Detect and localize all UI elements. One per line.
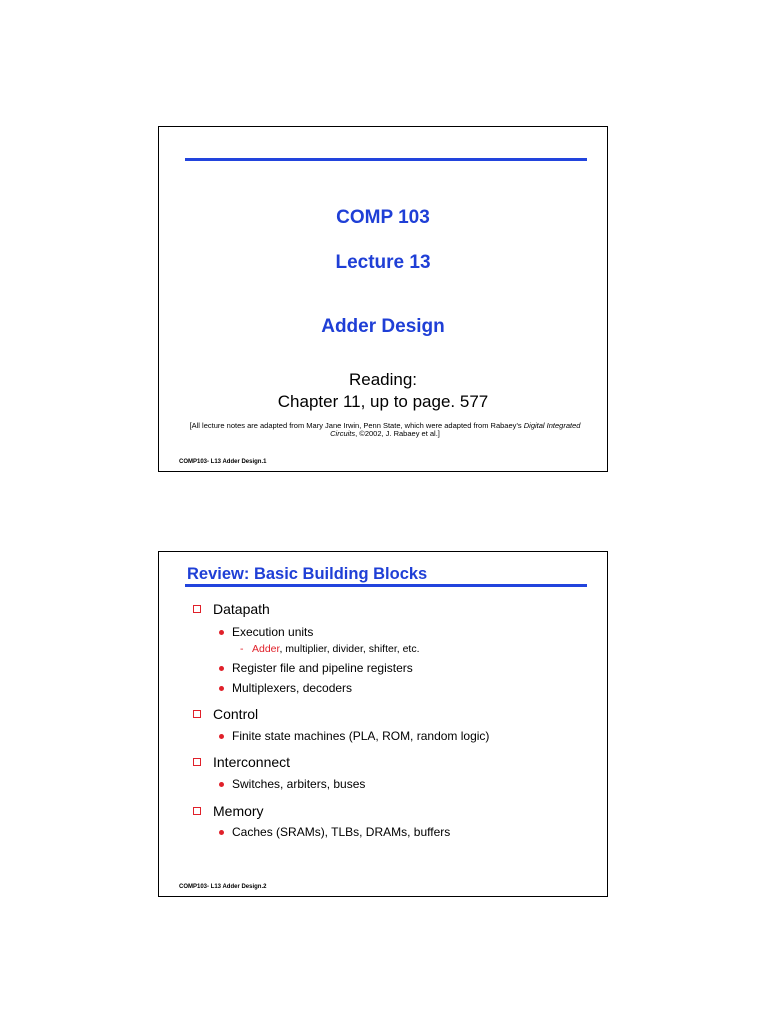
subitem-label: Register file and pipeline registers <box>232 661 413 675</box>
slide-footer: COMP103- L13 Adder Design.1 <box>179 459 267 465</box>
attribution-note <box>179 422 591 438</box>
reading-detail: Chapter 11, up to page. 577 <box>277 392 489 411</box>
course-title: COMP 103 <box>336 207 430 228</box>
title-rule <box>185 584 587 587</box>
subitem-label: Caches (SRAMs), TLBs, DRAMs, buffers <box>232 825 451 839</box>
red-dot-icon <box>219 686 224 691</box>
subitem-label: Execution units <box>232 625 314 639</box>
lecture-topic: Adder Design <box>321 316 445 337</box>
attribution-suffix: , ©2002, J. Rabaey et al.] <box>355 429 440 438</box>
highlight-adder: Adder <box>252 643 280 655</box>
red-dot-icon <box>219 734 224 739</box>
lecture-number: Lecture 13 <box>335 252 431 273</box>
slide-title: Review: Basic Building Blocks <box>187 565 428 583</box>
hollow-square-icon <box>193 807 201 815</box>
red-dot-icon <box>219 630 224 635</box>
red-dot-icon <box>219 830 224 835</box>
attribution-prefix: [All lecture notes are adapted from Mary Jane Irwin, Penn State, which were adapted from Rabaey’s <box>189 421 524 430</box>
hollow-square-icon <box>193 758 201 766</box>
bullet-label: Memory <box>213 803 264 819</box>
slide-footer: COMP103- L13 Adder Design.2 <box>179 884 267 890</box>
attribution-book: Digital Integrated Circuits <box>330 421 581 438</box>
hollow-square-icon <box>193 710 201 718</box>
subitem-label: Finite state machines (PLA, ROM, random logic) <box>232 729 490 743</box>
bullet-label: Datapath <box>213 601 270 617</box>
subitem-label: Multiplexers, decoders <box>232 681 353 695</box>
reading-label: Reading: <box>348 370 418 389</box>
dash-icon: - <box>240 643 244 655</box>
title-rule <box>185 158 587 161</box>
content-slide <box>158 551 608 897</box>
bullet-label: Interconnect <box>213 754 291 770</box>
subitem-label: Switches, arbiters, buses <box>232 777 366 791</box>
red-dot-icon <box>219 666 224 671</box>
title-slide <box>158 126 608 472</box>
bullet-label: Control <box>213 706 259 722</box>
hollow-square-icon <box>193 605 201 613</box>
subsubitem-rest: , multiplier, divider, shifter, etc. <box>279 643 420 655</box>
subsubitem-label <box>252 643 420 655</box>
red-dot-icon <box>219 782 224 787</box>
